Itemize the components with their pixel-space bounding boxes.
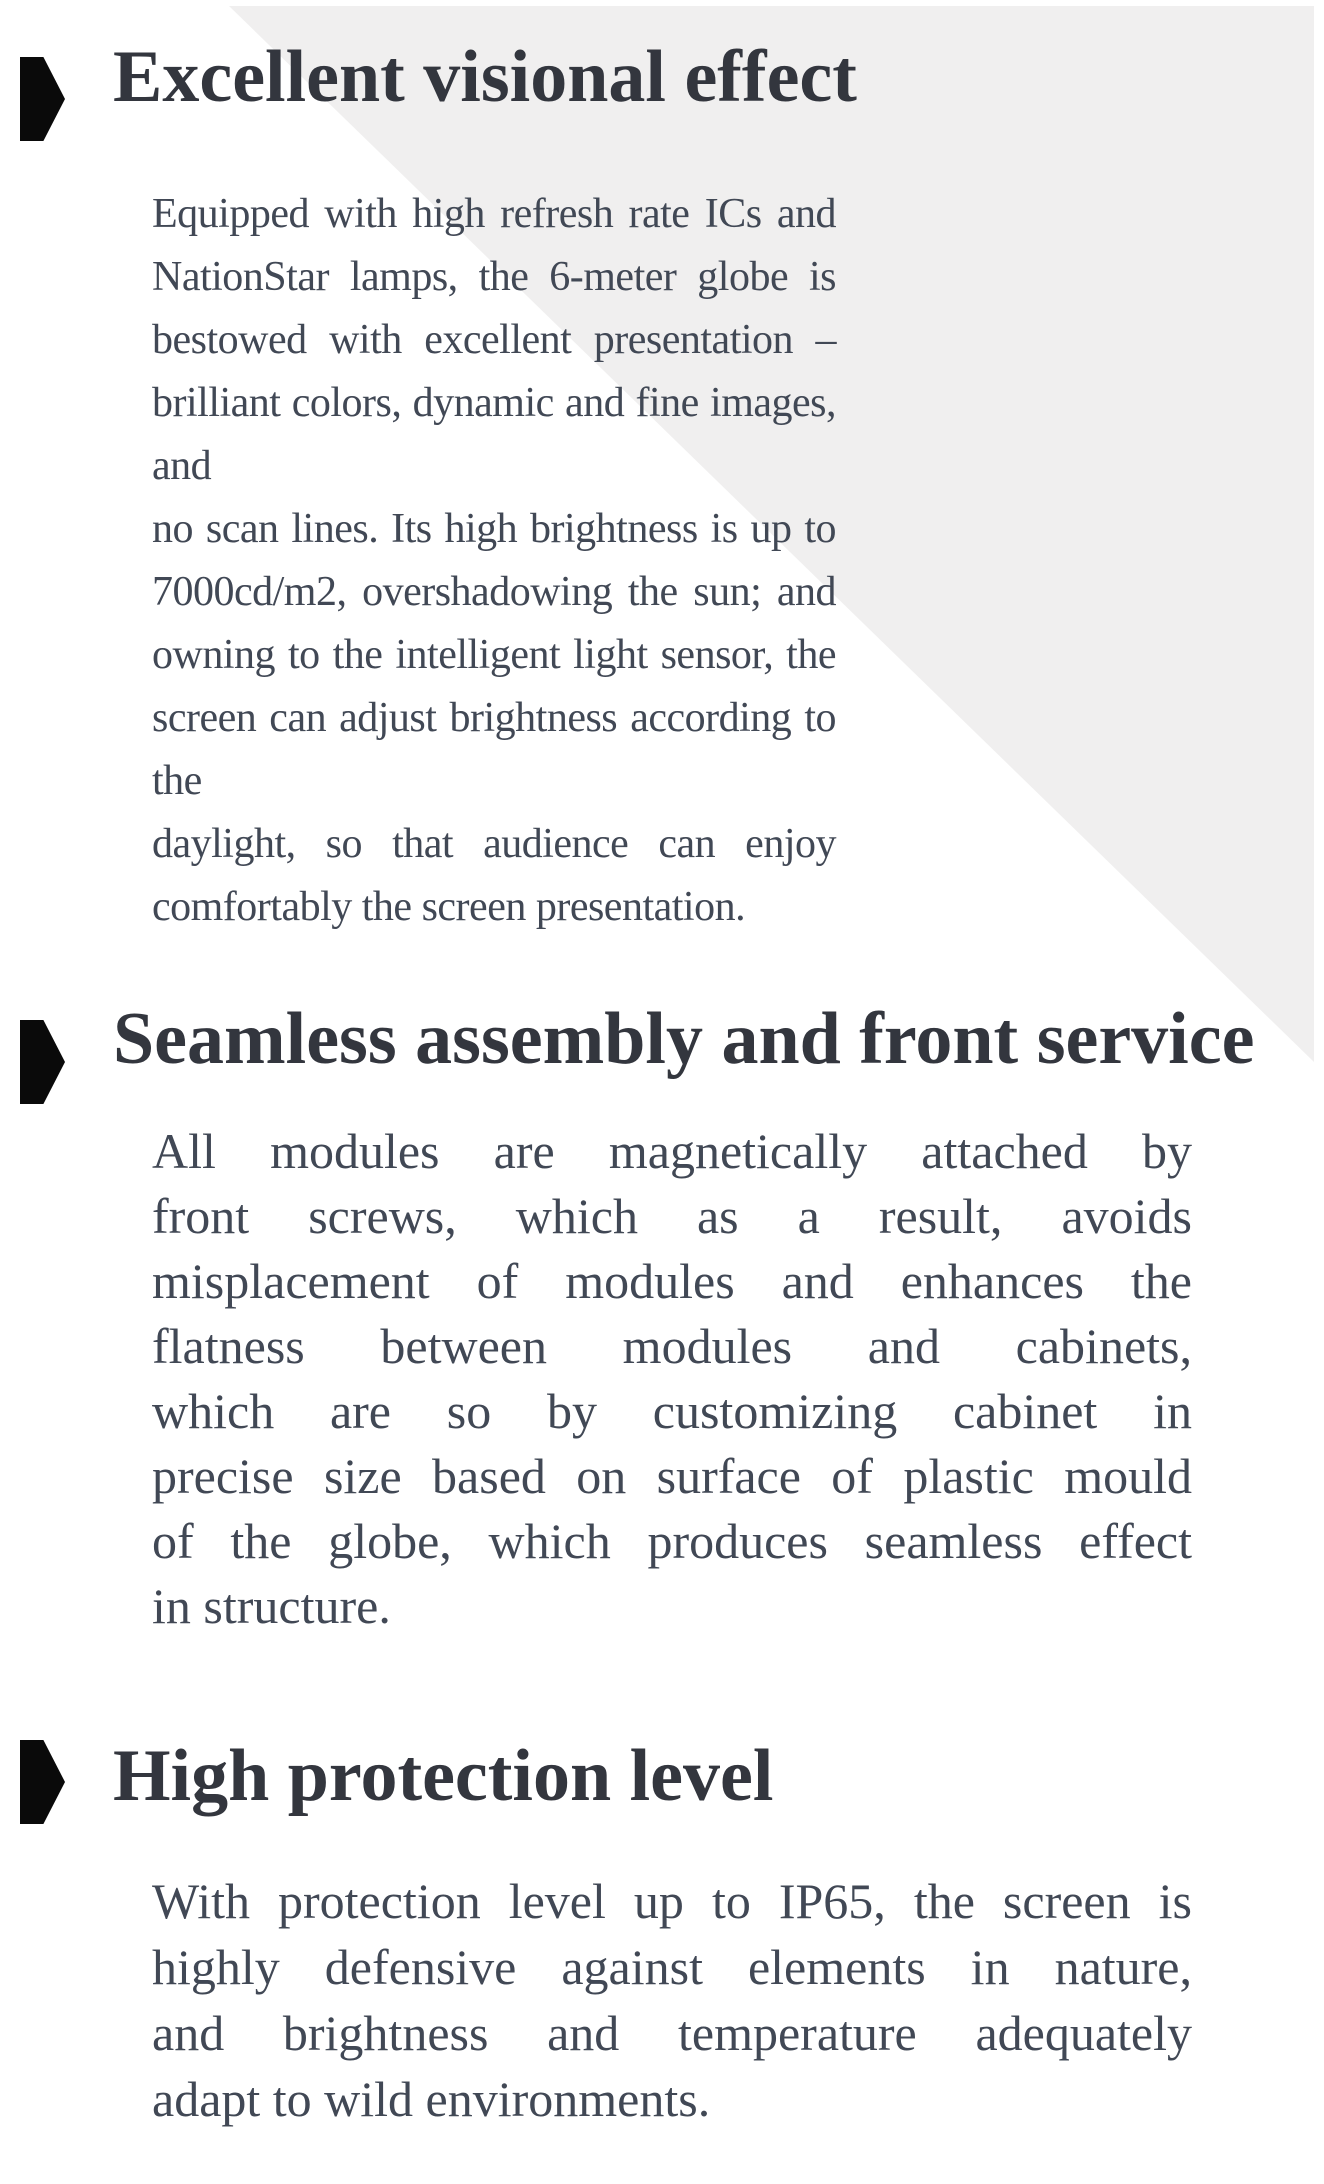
paragraph-line: misplacement of modules and enhances the xyxy=(152,1253,1192,1309)
paragraph-line: which are so by customizing cabinet in xyxy=(152,1383,1192,1439)
paragraph-line: All modules are magnetically attached by xyxy=(152,1123,1192,1179)
paragraph-line: 7000cd/m2, overshadowing the sun; and xyxy=(152,569,836,615)
paragraph-line: in structure. xyxy=(152,1578,391,1634)
paragraph-line: NationStar lamps, the 6-meter globe is xyxy=(152,254,836,300)
paragraph-line: and brightness and temperature adequately xyxy=(152,2005,1192,2061)
paragraph-line: adapt to wild environments. xyxy=(152,2071,711,2127)
paragraph-line: brilliant colors, dynamic and fine images, and xyxy=(152,380,836,489)
paragraph-line: daylight, so that audience can enjoy xyxy=(152,821,836,867)
paragraph-line: flatness between modules and cabinets, xyxy=(152,1318,1192,1374)
paragraph-line: highly defensive against elements in nature, xyxy=(152,1939,1192,1995)
section-paragraph-seamless-assembly xyxy=(152,1119,1192,1639)
paragraph-line: With protection level up to IP65, the screen is xyxy=(152,1873,1192,1929)
section-heading-seamless-assembly: Seamless assembly and front service xyxy=(113,998,1255,1080)
right-arrow-bullet-icon xyxy=(20,57,65,141)
paragraph-line: of the globe, which produces seamless effect xyxy=(152,1513,1192,1569)
right-arrow-bullet-icon xyxy=(20,1020,65,1104)
section-paragraph-high-protection-level xyxy=(152,1868,1192,2132)
paragraph-line: no scan lines. Its high brightness is up to xyxy=(152,506,836,552)
paragraph-line: Equipped with high refresh rate ICs and xyxy=(152,191,836,237)
paragraph-line: comfortably the screen presentation. xyxy=(152,884,746,930)
paragraph-line: front screws, which as a result, avoids xyxy=(152,1188,1192,1244)
paragraph-line: bestowed with excellent presentation – xyxy=(152,317,836,363)
paragraph-line: precise size based on surface of plastic mould xyxy=(152,1448,1192,1504)
paragraph-line: screen can adjust brightness according to the xyxy=(152,695,836,804)
section-heading-excellent-visional-effect: Excellent visional effect xyxy=(113,36,857,118)
section-paragraph-excellent-visional-effect xyxy=(152,183,836,939)
section-heading-high-protection-level: High protection level xyxy=(113,1735,774,1817)
right-arrow-bullet-icon xyxy=(20,1740,65,1824)
paragraph-line: owning to the intelligent light sensor, the xyxy=(152,632,836,678)
